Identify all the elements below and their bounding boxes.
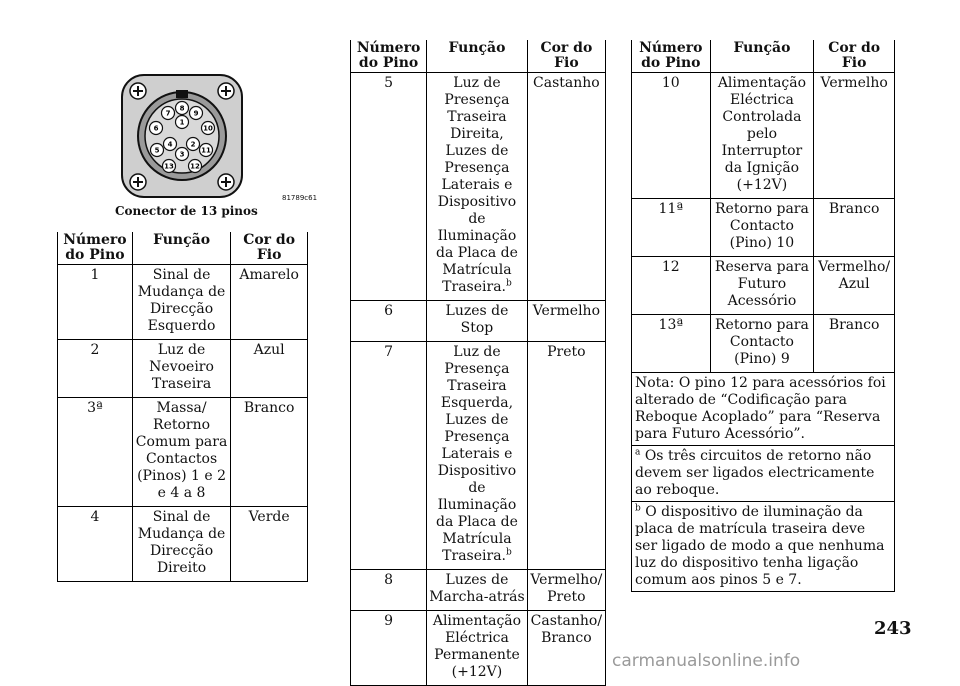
pin-number: 4 <box>58 507 133 582</box>
footnote-a <box>632 446 895 502</box>
wire-color: Verde <box>231 507 308 582</box>
pin-function-text: Massa/ Retorno Comum para Contactos (Pinos) 1 e 2 e 4 a 8 <box>135 400 228 501</box>
pin-label: 3 <box>179 150 185 159</box>
pin-number: 7 <box>351 342 427 570</box>
pin-function-text: Reserva para Futuro Acessório <box>714 259 809 309</box>
pin-function <box>427 73 528 301</box>
pin-label: 8 <box>179 104 185 113</box>
footnote-a-mark: a <box>635 447 641 458</box>
table-row <box>351 301 606 342</box>
pin-function-text: Luz de Presença Traseira Direita, Luzes de Presença Laterais e Dispositivo de Iluminação da Placa de Matrícula Traseira. <box>436 75 518 295</box>
header-function: Função <box>427 40 528 73</box>
pin-table-2 <box>350 40 606 686</box>
watermark: carmanualsonline.info <box>612 651 801 671</box>
pin-function <box>427 611 528 686</box>
pin-table-3 <box>631 40 895 592</box>
pin-label: 9 <box>193 109 199 118</box>
header-color: Cor do Fio <box>231 232 308 265</box>
pin-function <box>710 257 814 315</box>
footnote-b <box>632 502 895 592</box>
table-row <box>351 73 606 301</box>
wire-color: Branco <box>814 315 895 373</box>
header-function: Função <box>710 40 814 73</box>
pin-label: 12 <box>190 162 200 171</box>
pin-function-text: Luz de Presença Traseira Esquerda, Luzes de Presença Laterais e Dispositivo de Iluminação da Placa de Matrícula Traseira. <box>436 344 518 564</box>
header-pin: Número do Pino <box>58 232 133 265</box>
figure-code: 81789c61 <box>282 194 318 202</box>
pin-function-text: Sinal de Mudança de Direcção Direito <box>137 509 226 576</box>
footnote-mark: b <box>506 547 512 558</box>
pin-number: 8 <box>351 570 427 611</box>
table-row <box>632 73 895 199</box>
pin-function <box>132 340 230 398</box>
pin-function-text: Retorno para Contacto (Pino) 9 <box>715 317 809 367</box>
table-row <box>351 611 606 686</box>
table-row <box>632 315 895 373</box>
pin-number: 12 <box>632 257 711 315</box>
header-color: Cor do Fio <box>814 40 895 73</box>
pin-function-text: Luzes de Stop <box>445 303 509 336</box>
pin-label: 10 <box>203 124 213 133</box>
pin-function <box>132 265 230 340</box>
pin-function <box>427 570 528 611</box>
wire-color: Preto <box>527 342 605 570</box>
header-pin: Número do Pino <box>632 40 711 73</box>
wire-color: Vermelho/ Azul <box>814 257 895 315</box>
pin-function-text: Alimentação Eléctrica Permanente (+12V) <box>432 613 522 680</box>
pin-function-text: Alimentação Eléctrica Controlada pelo Interruptor da Ignição (+12V) <box>717 75 807 193</box>
table-row <box>351 342 606 570</box>
wire-color: Vermelho <box>527 301 605 342</box>
pin-label: 13 <box>164 162 174 171</box>
wire-color: Castanho <box>527 73 605 301</box>
pin-label: 4 <box>167 140 173 149</box>
wire-color: Vermelho/ Preto <box>527 570 605 611</box>
pin-function <box>132 507 230 582</box>
wire-color: Amarelo <box>231 265 308 340</box>
pin-number: 6 <box>351 301 427 342</box>
footnote-mark: b <box>506 278 512 289</box>
pin-function-text: Luzes de Marcha-atrás <box>429 572 525 605</box>
pin-table-1 <box>57 232 308 582</box>
pin-number: 10 <box>632 73 711 199</box>
pin-function <box>427 342 528 570</box>
pin-function-text: Luz de Nevoeiro Traseira <box>149 342 214 392</box>
header-color: Cor do Fio <box>527 40 605 73</box>
header-pin: Número do Pino <box>351 40 427 73</box>
pin-number: 1 <box>58 265 133 340</box>
pin-label: 6 <box>153 124 159 133</box>
header-function: Função <box>132 232 230 265</box>
figure-caption: Conector de 13 pinos <box>115 204 258 218</box>
footnote-a-text: Os três circuitos de retorno não devem ser ligados electricamente ao reboque. <box>635 448 875 498</box>
pin-label: 1 <box>179 118 185 127</box>
wire-color: Azul <box>231 340 308 398</box>
pin-label: 2 <box>190 140 196 149</box>
footnote-b-text: O dispositivo de iluminação da placa de matrícula traseira deve ser ligado de modo a que nenhuma luz do dispositivo tenha ligação comum aos pinos 5 e 7. <box>635 504 885 588</box>
pin-number: 13ª <box>632 315 711 373</box>
pin-label: 7 <box>165 109 171 118</box>
pin-function <box>710 315 814 373</box>
pin-function <box>710 199 814 257</box>
pin-number: 9 <box>351 611 427 686</box>
pin-number: 2 <box>58 340 133 398</box>
wire-color: Branco <box>231 398 308 507</box>
table-row <box>58 507 308 582</box>
table-row <box>351 570 606 611</box>
pin-function-text: Sinal de Mudança de Direcção Esquerdo <box>137 267 226 334</box>
pin-function-text: Retorno para Contacto (Pino) 10 <box>715 201 809 251</box>
pin-function <box>427 301 528 342</box>
table-row <box>632 199 895 257</box>
wire-color: Castanho/ Branco <box>527 611 605 686</box>
table-row <box>632 257 895 315</box>
pin-label: 11 <box>201 146 211 155</box>
wire-color: Branco <box>814 199 895 257</box>
pin-number: 5 <box>351 73 427 301</box>
table-row <box>58 398 308 507</box>
pin-function <box>710 73 814 199</box>
table-row <box>58 265 308 340</box>
pin-label: 5 <box>154 146 160 155</box>
wire-color: Vermelho <box>814 73 895 199</box>
pin-number: 3ª <box>58 398 133 507</box>
footnote-b-mark: b <box>635 503 641 514</box>
table-row <box>58 340 308 398</box>
note-text: Nota: O pino 12 para acessórios foi alterado de “Codificação para Reboque Acoplado” para “Reserva para Futuro Acessório”. <box>632 373 895 446</box>
pin-number: 11ª <box>632 199 711 257</box>
page-number: 243 <box>874 618 912 639</box>
pin-function <box>132 398 230 507</box>
